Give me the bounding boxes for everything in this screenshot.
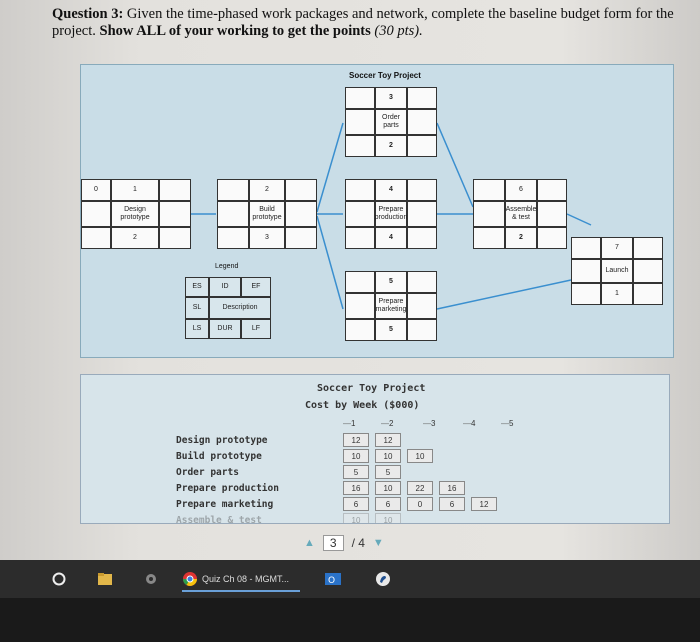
budget-subtitle: Cost by Week ($000): [305, 400, 420, 411]
task-name: Prepare production: [176, 483, 279, 494]
task-name: Prepare marketing: [176, 499, 274, 510]
question-text: Question 3: Given the time-phased work packages and network, complete the baseline budget form for the project. Show ALL of your working to get the points (30 pts).: [52, 6, 674, 39]
page-up-icon[interactable]: ▲: [304, 537, 315, 549]
cost-cell: 6: [439, 497, 465, 511]
cost-cell: 5: [375, 465, 401, 479]
quiz-tab-label: Quiz Ch 08 - MGMT...: [202, 574, 290, 584]
taskbar: [0, 560, 700, 598]
cost-cell: 16: [343, 481, 369, 495]
cost-cell: [439, 513, 465, 524]
page-total: / 4: [351, 536, 365, 550]
cost-cell: [471, 513, 497, 524]
cost-cell: 12: [375, 433, 401, 447]
page-down-icon[interactable]: ▼: [372, 537, 384, 549]
cortana-icon[interactable]: [48, 568, 70, 590]
chrome-quiz-tab[interactable]: [182, 568, 300, 592]
cost-cell: 10: [375, 513, 401, 524]
week-label: —1: [343, 419, 356, 428]
cost-cell: 12: [471, 497, 497, 511]
budget-table: [80, 374, 670, 524]
question-label: Question 3:: [52, 6, 124, 22]
cost-cell: [407, 513, 433, 524]
outlook-icon[interactable]: [322, 568, 344, 590]
cost-cell: [471, 481, 497, 495]
cost-cell: 0: [407, 497, 433, 511]
week-label: —5: [501, 419, 514, 428]
week-label: —4: [463, 419, 476, 428]
task-name: Build prototype: [176, 451, 262, 462]
cost-cell: 16: [439, 481, 465, 495]
pager: [304, 532, 384, 554]
cost-cell: [471, 449, 497, 463]
task-name: Design prototype: [176, 435, 268, 446]
task-name: Assemble & test: [176, 515, 262, 524]
cost-cell: 10: [407, 449, 433, 463]
budget-title: Soccer Toy Project: [317, 383, 426, 394]
task-name: Order parts: [176, 467, 239, 478]
svg-text:O: O: [328, 576, 336, 586]
network-title: Soccer Toy Project: [349, 71, 421, 80]
cost-cell: 5: [343, 465, 369, 479]
cost-cell: 10: [343, 513, 369, 524]
week-label: —3: [423, 419, 436, 428]
cost-cell: 10: [343, 449, 369, 463]
cost-cell: 10: [375, 449, 401, 463]
settings-icon[interactable]: [140, 568, 162, 590]
week-label: —2: [381, 419, 394, 428]
cost-cell: [407, 465, 433, 479]
cost-cell: [439, 433, 465, 447]
cost-cell: 12: [343, 433, 369, 447]
cost-cell: [471, 465, 497, 479]
cost-cell: [439, 465, 465, 479]
cost-cell: [439, 449, 465, 463]
cost-cell: 22: [407, 481, 433, 495]
app-icon[interactable]: [372, 568, 394, 590]
network-diagram: Soccer Toy Project 3 Order parts 2 0 1 Design prototype 2 2 Build prototype 3 4 Prepare production 4 5 Prepare marketing 5 6 Assemble & test 2 7 Launch 1 Legend ES ID EF SL Description LS DUR LF: [80, 64, 674, 358]
cost-cell: 6: [375, 497, 401, 511]
cost-cell: 6: [343, 497, 369, 511]
cost-cell: 10: [375, 481, 401, 495]
cost-cell: [407, 433, 433, 447]
file-explorer-icon[interactable]: [94, 568, 116, 590]
chrome-icon: [182, 571, 198, 587]
page-number-input[interactable]: 3: [323, 535, 344, 551]
cost-cell: [471, 433, 497, 447]
